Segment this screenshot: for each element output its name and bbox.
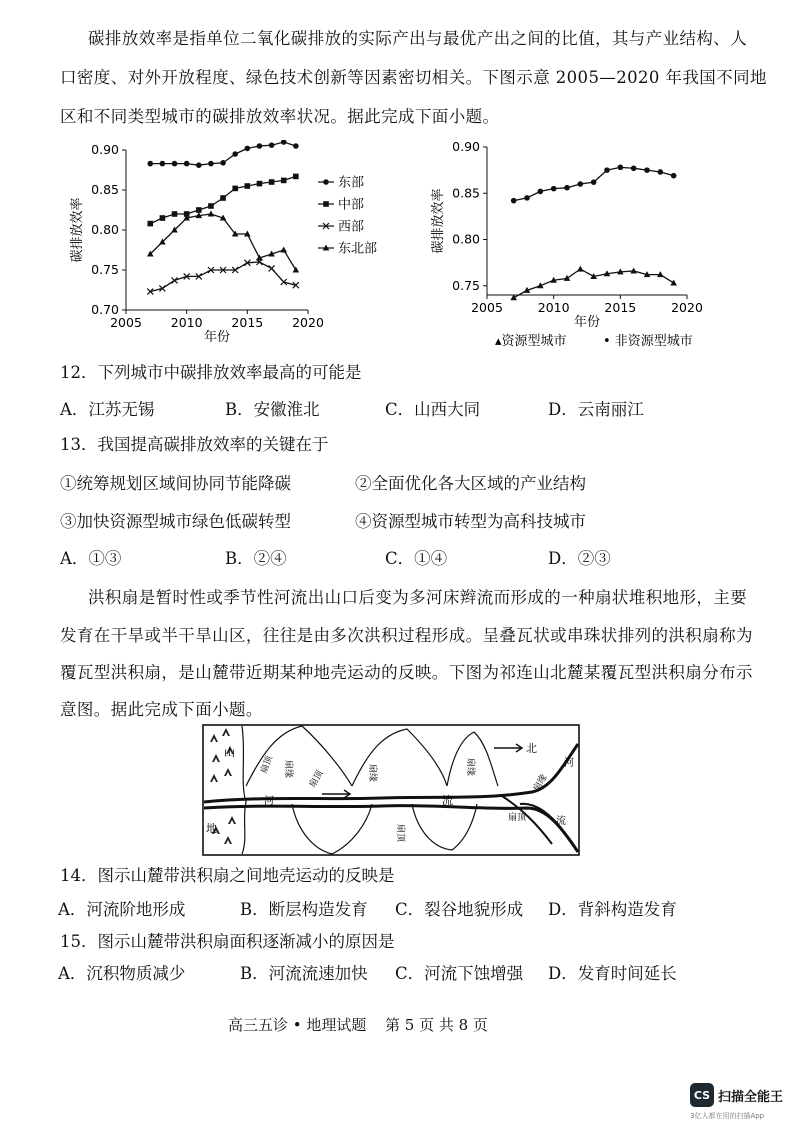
chart2-series-0-point: [631, 165, 637, 171]
q12-option-c: C．山西大同: [385, 400, 481, 419]
intro2-line-3: 覆瓦型洪积扇，是山麓带近期某种地壳运动的反映。下图为祁连山北麓某覆瓦型洪积扇分布示: [60, 663, 753, 682]
chart1-ylabel: 碳排放效率: [70, 197, 85, 263]
intro2-line-1: 洪积扇是暂时性或季节性河流出山口后变为多河床辫流而形成的一种扇状堆积地形，主要: [88, 588, 748, 607]
chart1-ytick-label: 0.85: [91, 182, 119, 197]
badge-tagline: 3亿人都在用的扫描App: [690, 1112, 765, 1120]
chart1-ytick-label: 0.75: [91, 262, 119, 277]
label-fan-top-2: 扇顶: [307, 768, 326, 790]
intro2-line-4: 意图。据此完成下面小题。: [60, 700, 263, 719]
chart1-xtick-label: 2010: [170, 315, 203, 330]
chart1-series-1-point: [281, 178, 287, 184]
label-river: 河: [264, 796, 274, 807]
chart2-series-0-point: [578, 181, 584, 187]
footer-page: 第 5 页 共 8 页: [385, 1016, 488, 1034]
chart1-series-0-point: [269, 142, 275, 148]
chart2-series-0-point: [671, 173, 677, 179]
chart2-series-1-point: [630, 267, 637, 273]
chart2-series-0-point: [618, 165, 624, 171]
label-flow: 流: [442, 794, 453, 807]
chart1-series-0-point: [257, 143, 263, 149]
chart1-series-0-point: [184, 161, 190, 167]
chart1-legend-label-3: 东北部: [338, 241, 378, 257]
chart1-ytick-label: 0.70: [91, 302, 119, 317]
chart1-series-0-point: [172, 161, 178, 167]
chart1-series-1-point: [160, 215, 166, 221]
chart1-legend-label-2: 西部: [338, 219, 365, 235]
q14-option-d: D．背斜构造发育: [548, 900, 677, 919]
label-fan-edge-4: 扇缘: [531, 772, 550, 794]
label-fan-edge-1: 扇缘: [283, 760, 293, 779]
chart2-series-0-point: [644, 167, 650, 173]
intro1-line-2: 口密度、对外开放程度、绿色技术创新等因素密切相关。下图示意 2005—2020 年我国不同地: [60, 68, 767, 87]
chart1-xlabel: 年份: [203, 330, 231, 345]
intro1-line-1: 碳排放效率是指单位二氧化碳排放的实际产出与最优产出之间的比值，其与产业结构、人: [88, 29, 748, 48]
chart1-series-1-point: [147, 221, 153, 227]
q14-option-a: A．河流阶地形成: [58, 900, 186, 919]
chart1-legend-label-0: 东部: [338, 175, 365, 191]
chart2-series-1-point: [670, 279, 677, 285]
q12-stem: 12．下列城市中碳排放效率最高的可能是: [60, 363, 362, 382]
chart2-ytick-label: 0.85: [452, 185, 480, 201]
label-fan-top-1: 扇顶: [259, 754, 275, 776]
label-fan-top-3: 扇顶: [395, 824, 405, 843]
chart1-series-1-point: [196, 207, 202, 213]
q13-option-b: B．②④: [225, 549, 287, 568]
chart2-series-0-point: [604, 167, 610, 173]
badge-name: 扫描全能王: [718, 1089, 784, 1105]
scanner-badge: [690, 1083, 794, 1121]
q15-option-d: D．发育时间延长: [548, 964, 677, 983]
chart1-series-2-point: [172, 277, 178, 283]
chart2-xtick-label: 2015: [604, 300, 637, 315]
q13-stem: 13．我国提高碳排放效率的关键在于: [60, 435, 329, 454]
intro1-line-3: 区和不同类型城市的碳排放效率状况。据此完成下面小题。: [60, 107, 500, 126]
chart1-series-0-point: [220, 160, 226, 166]
chart1-xtick-label: 2020: [292, 315, 324, 330]
chart2-xtick-label: 2020: [671, 300, 703, 315]
label-north: 北: [526, 742, 537, 755]
q15-option-c: C．河流下蚀增强: [395, 964, 524, 983]
intro2-line-2: 发育在干旱或半干旱山区，往往是由多次洪积过程形成。呈叠瓦状或串珠状排列的洪积扇称为: [60, 626, 753, 645]
q14-option-b: B．断层构造发育: [240, 900, 368, 919]
chart2-series-0-point: [591, 179, 597, 185]
chart2-ytick-label: 0.80: [452, 231, 480, 247]
chart-regions: [58, 140, 408, 350]
q13-item-2: ②全面优化各大区域的产业结构: [355, 474, 586, 493]
chart1-series-1-point: [172, 211, 178, 217]
label-flow-right: 流: [556, 816, 566, 827]
chart1-series-0-point: [293, 143, 299, 149]
chart1-series-1-point: [245, 183, 251, 189]
chart2-ytick-label: 0.90: [452, 139, 480, 154]
chart1-series-3-point: [208, 211, 215, 217]
chart2-ylabel: 碳排放效率: [431, 188, 446, 254]
chart2-series-0-point: [511, 198, 517, 204]
chart1-series-0-point: [196, 162, 202, 168]
label-mountain: 山: [224, 746, 235, 759]
label-river-right: 河: [564, 758, 574, 769]
chart2-legend-resource: ▴资源型城市: [495, 334, 567, 349]
q15-option-b: B．河流流速加快: [240, 964, 368, 983]
chart2-series-1-point: [577, 266, 584, 272]
chart1-series-0-point: [281, 140, 287, 145]
q15-option-a: A．沉积物质减少: [58, 964, 186, 983]
chart1-legend-label-1: 中部: [338, 197, 365, 213]
chart1-series-0-point: [147, 161, 153, 167]
footer-title: 高三五诊 • 地理试题: [228, 1016, 367, 1034]
chart2-series-1-point: [564, 275, 571, 281]
cs-logo-icon: CS: [690, 1083, 714, 1107]
q15-stem: 15．图示山麓带洪积扇面积逐渐减小的原因是: [60, 932, 395, 951]
q12-option-a: A．江苏无锡: [60, 400, 155, 419]
label-fan-edge-2: 扇缘: [367, 764, 377, 783]
chart1-xtick-label: 2015: [231, 315, 264, 330]
chart1-ytick-label: 0.90: [91, 142, 119, 157]
alluvial-fan-diagram: [202, 724, 580, 856]
chart2-series-0-point: [551, 186, 557, 192]
chart1-series-3-point: [280, 247, 287, 253]
q13-option-a: A．①③: [60, 549, 122, 568]
chart1-series-1-point: [220, 195, 226, 201]
chart1-series-1-point: [257, 181, 263, 187]
chart1-series-0-point: [232, 151, 238, 157]
chart2-series-0-point: [564, 185, 570, 191]
diagram-frame: [203, 725, 579, 855]
chart1-legend-marker-0: [323, 179, 329, 185]
q13-option-d: D．②③: [548, 549, 611, 568]
label-fan-edge-3: 扇缘: [465, 758, 475, 777]
q13-item-4: ④资源型城市转型为高科技城市: [355, 512, 586, 531]
chart1-series-3-line: [150, 214, 296, 270]
chart2-xlabel: 年份: [573, 315, 601, 330]
chart1-series-1-point: [232, 186, 238, 192]
chart1-series-0-point: [160, 161, 166, 167]
chart1-series-2-point: [269, 265, 275, 271]
q14-option-c: C．裂谷地貌形成: [395, 900, 524, 919]
chart-city-types: [425, 135, 725, 350]
chart1-series-0-point: [208, 161, 214, 167]
label-ground: 地: [206, 822, 217, 835]
chart2-series-0-point: [658, 169, 664, 175]
label-fan-top-4: 扇顶: [508, 813, 527, 823]
chart2-xtick-label: 2010: [537, 300, 570, 315]
chart1-series-1-point: [269, 179, 275, 185]
q13-option-c: C．①④: [385, 549, 448, 568]
chart2-series-0-point: [538, 189, 544, 195]
chart1-series-0-point: [245, 146, 251, 152]
q13-item-1: ①统筹规划区域间协同节能降碳: [60, 474, 291, 493]
chart1-ytick-label: 0.80: [91, 222, 119, 237]
chart1-series-1-point: [208, 203, 214, 209]
q14-stem: 14．图示山麓带洪积扇之间地壳运动的反映是: [60, 866, 395, 885]
chart2-xtick-label: 2005: [471, 300, 503, 315]
chart1-legend-marker-1: [323, 201, 329, 207]
q13-item-3: ③加快资源型城市绿色低碳转型: [60, 512, 291, 531]
chart1-series-1-point: [293, 174, 299, 180]
chart2-series-0-point: [524, 195, 530, 201]
q12-option-b: B．安徽淮北: [225, 400, 320, 419]
chart1-xtick-label: 2005: [110, 315, 142, 330]
q12-option-d: D．云南丽江: [548, 400, 644, 419]
chart2-legend-nonresource: • 非资源型城市: [603, 334, 693, 349]
chart2-ytick-label: 0.75: [452, 277, 480, 293]
